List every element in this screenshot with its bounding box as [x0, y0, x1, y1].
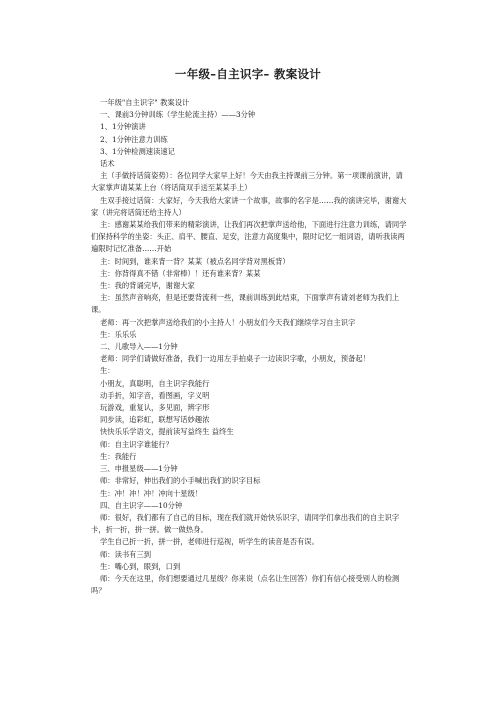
paragraph: 老师：同学们请做好准备，我们一边用左手拍桌子一边读识字歌，小朋友，预备起！	[100, 354, 370, 364]
document-body	[91, 97, 407, 597]
paragraph: 2、1分钟注意力训练	[100, 134, 168, 144]
paragraph: 三、申报星级——1分钟	[100, 464, 178, 474]
paragraph: 二、儿歌导入——1分钟	[100, 342, 178, 352]
paragraph: 生：	[100, 366, 115, 376]
paragraph: 生：冲！冲！冲！冲向十星级！	[100, 488, 203, 498]
paragraph: 老师：再一次把掌声送给我们的小主持人！小朋友们今天我们继续学习自主识字	[100, 317, 356, 327]
paragraph: 主：感谢某某给我们带来的精彩演讲，让我们再次把掌声送给他，下面进行注意力训练，请同学们保持科学的坐姿：头正、肩平、腰直、足安，注意力高度集中，限时记忆一组词语，请听我读两遍限时记忆准备……开始	[91, 220, 407, 254]
paragraph: 生：嘴心到，眼到，口到	[100, 561, 181, 571]
paragraph: 师：读书有三到	[100, 549, 152, 559]
paragraph: 动手折，知字音，看图画，字义明	[100, 390, 210, 400]
paragraph: 生：我能行	[100, 451, 137, 461]
document-title: 一年级–自主识字– 教案设计	[174, 67, 322, 81]
paragraph: 主（手做持话筒姿势）：各位同学大家早上好！今天由我主持课前三分钟。第一项课前演讲，请大家掌声请某某上台（将话筒双手送至某某手上）	[91, 171, 403, 193]
paragraph: 一年级"自主识字" 教案设计	[100, 98, 190, 107]
paragraph: 玩游戏，重复认，多见面，辨字形	[100, 403, 210, 413]
paragraph: 师：很好，我们都有了自己的目标，现在我们就开始快乐识字，请同学们拿出我们的自主识字卡，折一折，拼一拼。做一做热身。	[91, 512, 400, 535]
paragraph: 3、1分钟检测速读速记	[100, 146, 175, 156]
paragraph: 四、自主识字——10分钟	[100, 500, 183, 510]
paragraph: 主：时间到，谁来背一背？某某（被点名同学背对黑板背）	[100, 256, 290, 266]
paragraph: 快快乐乐学语文，提前读写益终生 益终生	[100, 427, 234, 437]
paragraph: 师：非常好，伸出我们的小手喊出我们的识字目标	[100, 476, 261, 486]
paragraph: 主：虽然声音响亮，但是还要背流利一些，课前训练到此结束，下面掌声有请刘老师为我们上课。	[91, 293, 400, 315]
paragraph: 同步读，追彩虹，联想写话妙趣浓	[100, 415, 210, 425]
paragraph: 师：今天在这里，你们想要通过几星级？你来说（点名让生回答）你们有信心接受别人的检测吗？	[91, 573, 400, 596]
paragraph: 师：自主识字谁能行？	[100, 439, 173, 449]
paragraph: 主：你背得真不错（非常棒）！还有谁来背？某某	[100, 268, 261, 278]
paragraph: 小朋友，真聪明，自主识字我能行	[100, 378, 210, 388]
paragraph: 生：乐乐乐	[100, 329, 137, 339]
paragraph: 话术	[100, 159, 115, 169]
paragraph: 学生自己折一折，拼一拼，老师进行巡视，听学生的读音是否有误。	[100, 537, 319, 547]
paragraph: 1、1分钟演讲	[100, 122, 146, 132]
paragraph: 一、课前3分钟训练（学生轮流主持）——3分钟	[100, 110, 256, 120]
paragraph: 生：我的背诵完毕，谢谢大家	[100, 281, 195, 291]
paragraph: 生双手接过话筒：大家好，今天我给大家讲一个故事，故事的名字是……我的演讲完毕，谢谢大家（讲完将话筒还给主持人）	[91, 195, 407, 217]
